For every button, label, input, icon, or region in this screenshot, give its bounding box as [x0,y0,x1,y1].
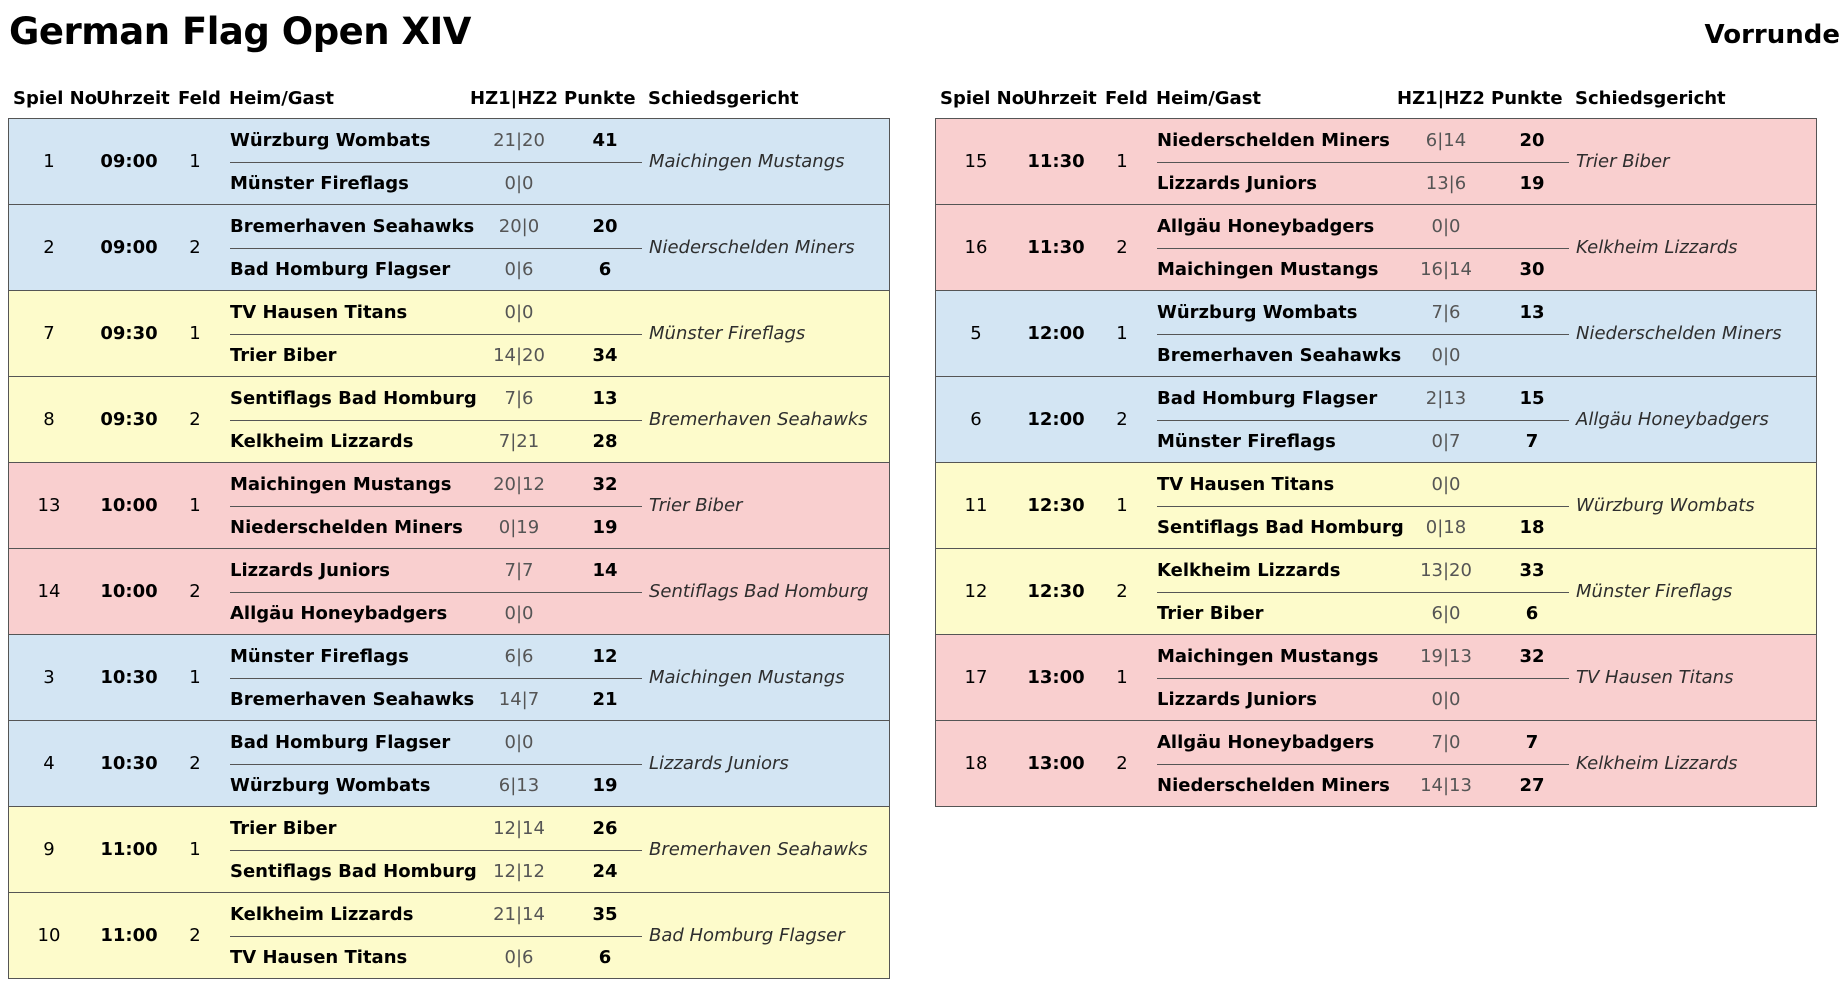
match-list [8,118,890,979]
game-field: 1 [189,323,201,344]
match-row [9,635,889,721]
game-field: 1 [189,151,201,172]
game-field: 1 [189,667,201,688]
guest-team: Niederschelden Miners [230,517,463,538]
home-points [1492,212,1572,242]
home-halves: 7|6 [504,388,534,409]
home-points: 41 [592,130,618,151]
game-number: 7 [43,323,55,344]
referee: Niederschelden Miners [649,237,855,258]
referee: Münster Fireflags [1576,581,1733,602]
guest-points: 6 [598,947,612,968]
referee: Allgäu Honeybadgers [1576,409,1769,430]
game-field: 2 [189,581,201,602]
game-field: 2 [1116,753,1128,774]
home-halves: 0|0 [1431,216,1461,237]
game-field: 2 [189,753,201,774]
game-number: 13 [37,495,61,516]
referee: Kelkheim Lizzards [1576,237,1738,258]
guest-team: TV Hausen Titans [230,947,408,968]
match-row [9,463,889,549]
game-number: 16 [964,237,988,258]
header-teams: Heim/Gast [1156,88,1262,109]
home-points: 32 [1519,646,1545,667]
team-divider [230,420,642,421]
referee: TV Hausen Titans [1576,667,1734,688]
home-halves: 20|0 [498,216,540,237]
team-divider [1157,420,1569,421]
game-time: 09:00 [100,151,158,172]
match-row [9,721,889,807]
home-halves: 21|20 [493,130,545,151]
home-halves: 20|12 [493,474,545,495]
game-time: 10:30 [100,667,158,688]
header-game-no: Spiel No [940,88,1025,109]
referee: Lizzards Juniors [649,753,789,774]
team-divider [1157,764,1569,765]
home-halves: 0|0 [504,302,534,323]
team-divider [230,506,642,507]
match-row [936,291,1816,377]
guest-points: 18 [1519,517,1545,538]
guest-halves: 14|13 [1420,775,1472,796]
guest-points: 19 [1519,173,1545,194]
guest-points [1492,685,1572,715]
column-header-row [935,88,1817,114]
game-number: 15 [964,151,988,172]
team-divider [1157,334,1569,335]
header-points: Punkte [1491,88,1563,109]
guest-team: Trier Biber [230,345,337,366]
guest-team: Würzburg Wombats [230,775,431,796]
game-time: 11:00 [100,925,158,946]
header-points: Punkte [564,88,636,109]
game-field: 1 [1116,151,1128,172]
game-time: 10:30 [100,753,158,774]
referee: Trier Biber [1576,151,1670,172]
guest-team: Niederschelden Miners [1157,775,1390,796]
header-halves: HZ1|HZ2 [1397,88,1485,109]
guest-points: 7 [1525,431,1539,452]
home-points: 20 [592,216,618,237]
game-number: 10 [37,925,61,946]
home-team: Allgäu Honeybadgers [1157,216,1375,237]
header-referee: Schiedsgericht [648,88,799,109]
guest-halves: 0|6 [504,259,534,280]
home-team: Bremerhaven Seahawks [230,216,475,237]
home-halves: 2|13 [1425,388,1467,409]
referee: Bremerhaven Seahawks [649,839,868,860]
guest-team: Bremerhaven Seahawks [1157,345,1402,366]
home-halves: 19|13 [1420,646,1472,667]
game-time: 11:30 [1027,237,1085,258]
home-halves: 7|7 [504,560,534,581]
game-field: 1 [1116,495,1128,516]
guest-points [565,169,645,199]
home-team: Allgäu Honeybadgers [1157,732,1375,753]
home-points: 7 [1525,732,1539,753]
game-time: 09:30 [100,323,158,344]
guest-halves: 0|19 [498,517,540,538]
game-field: 1 [1116,323,1128,344]
guest-halves: 0|0 [1431,345,1461,366]
home-team: Kelkheim Lizzards [230,904,414,925]
guest-team: Münster Fireflags [1157,431,1336,452]
team-divider [230,162,642,163]
home-points [565,728,645,758]
referee: Bad Homburg Flagser [649,925,845,946]
header-field: Feld [178,88,221,109]
match-row [936,635,1816,721]
guest-halves: 6|13 [498,775,540,796]
game-field: 2 [189,925,201,946]
home-halves: 7|6 [1431,302,1461,323]
header-referee: Schiedsgericht [1575,88,1726,109]
referee: Kelkheim Lizzards [1576,753,1738,774]
team-divider [230,850,642,851]
guest-halves: 13|6 [1425,173,1467,194]
referee: Niederschelden Miners [1576,323,1782,344]
guest-halves: 6|0 [1431,603,1461,624]
game-field: 1 [189,839,201,860]
home-team: Maichingen Mustangs [230,474,452,495]
home-halves: 0|0 [1431,474,1461,495]
team-divider [1157,506,1569,507]
guest-points [565,599,645,629]
team-divider [230,764,642,765]
game-number: 11 [964,495,988,516]
game-time: 10:00 [100,495,158,516]
home-halves: 13|20 [1420,560,1472,581]
guest-team: Lizzards Juniors [1157,689,1317,710]
match-row [936,119,1816,205]
team-divider [230,592,642,593]
guest-points: 19 [592,517,618,538]
guest-team: Allgäu Honeybadgers [230,603,448,624]
match-row [9,377,889,463]
game-number: 17 [964,667,988,688]
home-points: 13 [592,388,618,409]
guest-halves: 0|6 [504,947,534,968]
match-row [9,205,889,291]
column-header-row [8,88,890,114]
referee: Sentiflags Bad Homburg [649,581,869,602]
home-halves: 0|0 [504,732,534,753]
home-points: 26 [592,818,618,839]
right-schedule [935,88,1817,807]
home-points: 15 [1519,388,1545,409]
guest-halves: 14|20 [493,345,545,366]
match-row [936,549,1816,635]
team-divider [230,248,642,249]
home-team: Maichingen Mustangs [1157,646,1379,667]
game-field: 2 [1116,581,1128,602]
home-points: 32 [592,474,618,495]
guest-points [1492,341,1572,371]
guest-halves: 0|18 [1425,517,1467,538]
game-time: 13:00 [1027,753,1085,774]
team-divider [1157,162,1569,163]
referee: Münster Fireflags [649,323,806,344]
game-time: 13:00 [1027,667,1085,688]
left-schedule [8,88,890,979]
home-team: Bad Homburg Flagser [1157,388,1378,409]
guest-halves: 7|21 [498,431,540,452]
game-field: 1 [189,495,201,516]
game-number: 3 [43,667,55,688]
game-number: 4 [43,753,55,774]
game-number: 5 [970,323,982,344]
round-label: Vorrunde [1704,20,1840,50]
match-row [936,463,1816,549]
game-time: 12:30 [1027,495,1085,516]
home-points: 12 [592,646,618,667]
match-row [9,807,889,893]
home-points: 13 [1519,302,1545,323]
guest-team: Münster Fireflags [230,173,409,194]
game-time: 12:00 [1027,323,1085,344]
guest-team: Bremerhaven Seahawks [230,689,475,710]
home-halves: 6|14 [1425,130,1467,151]
guest-points: 34 [592,345,618,366]
game-field: 2 [189,237,201,258]
game-number: 14 [37,581,61,602]
home-team: Kelkheim Lizzards [1157,560,1341,581]
match-row [936,377,1816,463]
game-time: 10:00 [100,581,158,602]
header-time: Uhrzeit [96,88,170,109]
game-field: 2 [1116,237,1128,258]
referee: Maichingen Mustangs [649,151,845,172]
guest-team: Sentiflags Bad Homburg [1157,517,1404,538]
home-team: Niederschelden Miners [1157,130,1390,151]
match-list [935,118,1817,807]
home-halves: 21|14 [493,904,545,925]
team-divider [1157,592,1569,593]
game-time: 12:00 [1027,409,1085,430]
game-number: 1 [43,151,55,172]
guest-halves: 0|0 [504,603,534,624]
header-time: Uhrzeit [1023,88,1097,109]
team-divider [1157,248,1569,249]
home-team: Bad Homburg Flagser [230,732,451,753]
guest-points: 6 [1525,603,1539,624]
guest-team: Sentiflags Bad Homburg [230,861,477,882]
game-time: 09:30 [100,409,158,430]
referee: Trier Biber [649,495,743,516]
referee: Maichingen Mustangs [649,667,845,688]
home-points: 35 [592,904,618,925]
page-title: German Flag Open XIV [9,10,471,53]
guest-team: Trier Biber [1157,603,1264,624]
guest-halves: 12|12 [493,861,545,882]
home-points: 14 [592,560,618,581]
guest-points: 28 [592,431,618,452]
match-row [9,893,889,979]
game-time: 11:30 [1027,151,1085,172]
guest-points: 21 [592,689,618,710]
referee: Bremerhaven Seahawks [649,409,868,430]
guest-points: 24 [592,861,618,882]
game-time: 12:30 [1027,581,1085,602]
guest-points: 27 [1519,775,1545,796]
home-team: TV Hausen Titans [1157,474,1335,495]
game-number: 12 [964,581,988,602]
game-number: 8 [43,409,55,430]
header-field: Feld [1105,88,1148,109]
game-number: 9 [43,839,55,860]
match-row [9,119,889,205]
home-points: 33 [1519,560,1545,581]
game-time: 11:00 [100,839,158,860]
guest-halves: 0|0 [504,173,534,194]
game-field: 1 [1116,667,1128,688]
home-halves: 7|0 [1431,732,1461,753]
home-team: Münster Fireflags [230,646,409,667]
header-game-no: Spiel No [13,88,98,109]
guest-team: Kelkheim Lizzards [230,431,414,452]
home-points [565,298,645,328]
game-time: 09:00 [100,237,158,258]
game-number: 18 [964,753,988,774]
home-halves: 12|14 [493,818,545,839]
home-team: Lizzards Juniors [230,560,390,581]
guest-team: Bad Homburg Flagser [230,259,451,280]
home-team: Trier Biber [230,818,337,839]
home-halves: 6|6 [504,646,534,667]
game-number: 6 [970,409,982,430]
guest-team: Maichingen Mustangs [1157,259,1379,280]
header-halves: HZ1|HZ2 [470,88,558,109]
team-divider [1157,678,1569,679]
match-row [9,549,889,635]
team-divider [230,678,642,679]
guest-points: 19 [592,775,618,796]
guest-halves: 14|7 [498,689,540,710]
match-row [936,205,1816,291]
game-field: 2 [189,409,201,430]
match-row [9,291,889,377]
home-team: Sentiflags Bad Homburg [230,388,477,409]
guest-halves: 0|0 [1431,689,1461,710]
home-team: Würzburg Wombats [1157,302,1358,323]
home-team: TV Hausen Titans [230,302,408,323]
header-teams: Heim/Gast [229,88,335,109]
guest-team: Lizzards Juniors [1157,173,1317,194]
team-divider [230,334,642,335]
guest-halves: 0|7 [1431,431,1461,452]
match-row [936,721,1816,807]
guest-points: 30 [1519,259,1545,280]
guest-halves: 16|14 [1420,259,1472,280]
game-number: 2 [43,237,55,258]
game-field: 2 [1116,409,1128,430]
home-team: Würzburg Wombats [230,130,431,151]
home-points: 20 [1519,130,1545,151]
guest-points: 6 [598,259,612,280]
team-divider [230,936,642,937]
referee: Würzburg Wombats [1576,495,1755,516]
home-points [1492,470,1572,500]
